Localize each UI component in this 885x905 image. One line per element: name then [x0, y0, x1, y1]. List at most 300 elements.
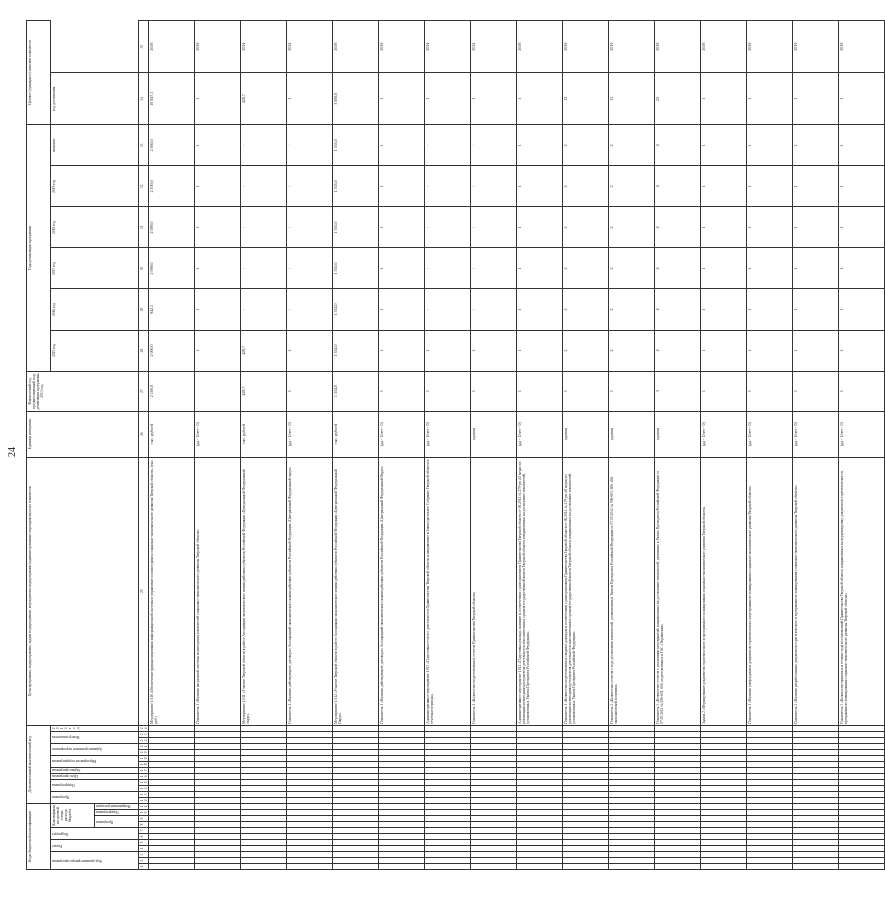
row-value-year: - — [425, 166, 471, 207]
code-cell — [241, 834, 287, 840]
row-value-year: 2 — [609, 125, 655, 166]
row-unit: единиц — [655, 411, 701, 457]
code-cell — [149, 731, 195, 737]
code-cell — [287, 864, 333, 870]
year-2018-header: 2018 год — [51, 207, 139, 248]
row-value-year: - — [471, 125, 517, 166]
program-indicator-table — [26, 20, 885, 870]
code-cell — [609, 797, 655, 803]
code-cell — [655, 834, 701, 840]
code-cell — [241, 797, 287, 803]
code-cell — [425, 725, 471, 731]
code-cell — [333, 761, 379, 767]
row-description: Административное мероприятие 1.013 «Подготовка отчета о деятельности Правительства Тверской области и направление в Законодательное Собрание Тверской области и отчетные периоды» — [425, 457, 471, 725]
table-row — [563, 21, 609, 870]
code-cell — [287, 749, 333, 755]
code-cell — [425, 864, 471, 870]
code-cell — [609, 816, 655, 822]
target-subprogram-header: Подпрограмма — [51, 779, 139, 791]
code-cell — [563, 743, 609, 749]
row-total: 1 — [425, 73, 471, 125]
column-index: 10 — [139, 810, 149, 816]
row-value-2013: 1 — [747, 371, 793, 411]
table-row — [701, 21, 747, 870]
row-final-year: 2019 — [793, 21, 839, 73]
target-goal-header: Цель программы — [51, 773, 139, 779]
row-value-year: - — [425, 248, 471, 289]
row-final-year: 2014 — [471, 21, 517, 73]
code-cell — [149, 803, 195, 809]
code-cell — [747, 816, 793, 822]
code-cell — [333, 785, 379, 791]
row-value-year: 1 — [517, 166, 563, 207]
row-total: 1 — [287, 73, 333, 125]
code-cell — [563, 797, 609, 803]
row-value-year: - — [287, 166, 333, 207]
row-value-year: - — [287, 125, 333, 166]
code-cell — [287, 785, 333, 791]
column-index: 22 — [139, 737, 149, 743]
row-value-year: - — [241, 207, 287, 248]
code-cell — [287, 755, 333, 761]
row-value-year: 1 — [379, 330, 425, 371]
code-cell — [195, 822, 241, 828]
code-cell — [379, 767, 425, 773]
code-cell — [241, 864, 287, 870]
code-cell — [471, 737, 517, 743]
column-index: 6 — [139, 834, 149, 840]
row-final-year: 2019 — [517, 21, 563, 73]
code-cell — [287, 822, 333, 828]
code-cell — [287, 761, 333, 767]
code-cell — [839, 761, 885, 767]
row-final-year: 2019 — [839, 21, 885, 73]
code-cell — [793, 755, 839, 761]
row-value-2013: 428,7 — [241, 371, 287, 411]
code-cell — [839, 749, 885, 755]
code-cell — [839, 725, 885, 731]
code-cell — [793, 779, 839, 785]
code-cell — [471, 779, 517, 785]
code-cell — [149, 725, 195, 731]
row-value-2013: 1 334,0 — [333, 371, 379, 411]
code-cell — [333, 864, 379, 870]
row-value-year: 1 — [425, 330, 471, 371]
table-row — [609, 21, 655, 870]
code-cell — [471, 834, 517, 840]
row-value-year: 1 — [701, 289, 747, 330]
code-cell — [747, 797, 793, 803]
code-cell — [563, 749, 609, 755]
code-cell — [471, 761, 517, 767]
code-cell — [425, 852, 471, 858]
code-cell — [793, 834, 839, 840]
column-index: 35 — [139, 21, 149, 73]
subprogram-code-header: Подпрограмма — [95, 810, 139, 816]
column-index: 21 — [139, 743, 149, 749]
code-cell — [379, 834, 425, 840]
code-cell — [517, 779, 563, 785]
code-cell — [471, 743, 517, 749]
code-cell — [149, 737, 195, 743]
code-cell — [839, 822, 885, 828]
code-cell — [839, 816, 885, 822]
code-cell — [609, 737, 655, 743]
code-cell — [379, 852, 425, 858]
code-cell — [287, 834, 333, 840]
code-cell — [609, 858, 655, 864]
row-total: 1 — [747, 73, 793, 125]
code-cell — [195, 834, 241, 840]
code-cell — [333, 846, 379, 852]
code-cell — [379, 822, 425, 828]
row-value-year: - — [241, 289, 287, 330]
row-unit: тыс. рублей — [149, 411, 195, 457]
code-cell — [701, 840, 747, 846]
code-cell — [471, 791, 517, 797]
row-total: 428,7 — [241, 73, 287, 125]
code-cell — [517, 828, 563, 834]
code-cell — [655, 858, 701, 864]
row-value-year: - — [425, 125, 471, 166]
code-cell — [241, 743, 287, 749]
row-value-year: 1 — [517, 330, 563, 371]
column-index: 9 — [139, 816, 149, 822]
code-cell — [471, 785, 517, 791]
code-cell — [149, 822, 195, 828]
row-unit: единиц — [471, 411, 517, 457]
code-cell — [195, 864, 241, 870]
code-cell — [655, 773, 701, 779]
code-cell — [379, 755, 425, 761]
code-cell — [655, 743, 701, 749]
row-value-2013: 1 — [563, 371, 609, 411]
table-row — [517, 21, 563, 870]
code-cell — [425, 773, 471, 779]
row-unit: (да - 1/нет - 0) — [747, 411, 793, 457]
code-cell — [333, 749, 379, 755]
code-cell — [563, 725, 609, 731]
row-value-year: 1 — [701, 330, 747, 371]
code-cell — [287, 743, 333, 749]
row-unit: (да - 1/нет - 0) — [287, 411, 333, 457]
row-value-year: 1 334,0 — [333, 289, 379, 330]
code-cell — [149, 779, 195, 785]
code-cell — [333, 767, 379, 773]
code-cell — [701, 791, 747, 797]
code-cell — [287, 791, 333, 797]
code-cell — [287, 810, 333, 816]
code-cell — [287, 779, 333, 785]
code-cell — [379, 761, 425, 767]
code-cell — [333, 816, 379, 822]
code-cell — [609, 755, 655, 761]
row-value-year: 4 — [655, 125, 701, 166]
row-value-2013: 1 — [517, 371, 563, 411]
code-cell — [471, 725, 517, 731]
row-value-2013: 2 100,0 — [149, 371, 195, 411]
code-cell — [793, 731, 839, 737]
code-cell — [379, 828, 425, 834]
code-cell — [333, 822, 379, 828]
code-cell — [195, 858, 241, 864]
code-cell — [241, 803, 287, 809]
code-cell — [379, 731, 425, 737]
razdel-header: Раздел — [51, 840, 139, 852]
code-cell — [701, 749, 747, 755]
admin-event-header: Административное мероприятие — [51, 743, 139, 755]
code-cell — [149, 743, 195, 749]
code-cell — [563, 846, 609, 852]
code-cell — [655, 864, 701, 870]
code-cell — [195, 761, 241, 767]
code-cell — [609, 785, 655, 791]
code-cell — [563, 822, 609, 828]
row-value-year: 1 — [839, 330, 885, 371]
row-description: Задача 2 «Формирование документов стратегического и программного планирования социально-экономического развития Тверской области» — [701, 457, 747, 725]
code-cell — [747, 731, 793, 737]
code-cell — [655, 761, 701, 767]
row-value-2013 — [195, 371, 241, 411]
code-cell — [195, 743, 241, 749]
code-cell — [379, 864, 425, 870]
code-cell — [793, 828, 839, 834]
code-cell — [333, 737, 379, 743]
code-cell — [563, 761, 609, 767]
final-value-header: значение — [51, 125, 139, 166]
code-cell — [149, 767, 195, 773]
table-row — [379, 21, 425, 870]
year-2017-header: 2017 год — [51, 248, 139, 289]
code-cell — [517, 785, 563, 791]
row-total: 12 — [563, 73, 609, 125]
code-cell — [609, 767, 655, 773]
code-cell — [241, 822, 287, 828]
row-description: Мероприятие 1.011 «Участие Тверской области в работе Ассоциации экономического взаимодействия субъектов Российской Федерации «Центральный Федеральный округ» — [241, 457, 287, 725]
code-cell — [149, 858, 195, 864]
code-cell — [701, 846, 747, 852]
column-index: 30 — [139, 248, 149, 289]
code-cell — [517, 852, 563, 858]
code-cell — [471, 803, 517, 809]
row-value-year: 1 335,0 — [333, 125, 379, 166]
row-value-year: 2 — [563, 166, 609, 207]
admin-code-header: Код администратора программы — [51, 852, 139, 870]
column-index: 12 — [139, 797, 149, 803]
podrazdel-header: Подраздел — [51, 828, 139, 840]
row-value-year: 2 099,0 — [149, 207, 195, 248]
code-cell — [747, 749, 793, 755]
code-cell — [839, 779, 885, 785]
code-cell — [195, 797, 241, 803]
code-cell — [471, 828, 517, 834]
code-cell — [471, 852, 517, 858]
code-cell — [793, 737, 839, 743]
row-value-2013: 1 — [839, 371, 885, 411]
row-value-year: 2 000,0 — [149, 330, 195, 371]
row-value-year: 1 335,0 — [333, 248, 379, 289]
row-description: Показатель 3 «Количество отчетов о реализации мероприятий, направленных на достижение показателей, указанных в Указах Президента Российской Федерации от 07.05.2012 № 596-601, 606, подготовленных в ГАС «Управление» — [655, 457, 701, 725]
code-cell — [655, 779, 701, 785]
code-cell — [471, 773, 517, 779]
code-cell — [655, 767, 701, 773]
row-value-year: - — [241, 166, 287, 207]
code-cell — [701, 737, 747, 743]
code-cell — [563, 779, 609, 785]
code-cell — [701, 810, 747, 816]
code-cell — [379, 797, 425, 803]
code-cell — [149, 846, 195, 852]
code-cell — [149, 828, 195, 834]
code-cell — [609, 743, 655, 749]
column-index: 4 — [139, 846, 149, 852]
code-cell — [379, 816, 425, 822]
row-value-year: 4 — [655, 248, 701, 289]
row-value-year: 1 — [195, 125, 241, 166]
code-cell — [333, 828, 379, 834]
code-cell — [379, 791, 425, 797]
code-cell — [563, 864, 609, 870]
code-cell — [379, 840, 425, 846]
target-program-header: Программа — [51, 791, 139, 803]
row-value-year: - — [287, 289, 333, 330]
code-cell — [701, 743, 747, 749]
classification-header: Коды бюджетной классификации — [27, 803, 51, 869]
code-cell — [839, 810, 885, 816]
code-cell — [517, 755, 563, 761]
table-row — [241, 21, 287, 870]
row-total: 1 — [195, 73, 241, 125]
row-description: Показатель 2 «Количество отчетов о ходе достижения показателей, установленных Указом Президента Российской Федерации от 07.05.2012 № 596-601, 606 «Об экономической политике» — [609, 457, 655, 725]
row-value-year: 1 — [793, 330, 839, 371]
code-cell — [195, 725, 241, 731]
code-cell — [563, 773, 609, 779]
code-cell — [241, 828, 287, 834]
row-value-year: 1 — [839, 289, 885, 330]
code-cell — [655, 803, 701, 809]
code-cell — [517, 731, 563, 737]
code-cell — [241, 852, 287, 858]
code-cell — [701, 803, 747, 809]
code-cell — [517, 743, 563, 749]
column-index: 28 — [139, 330, 149, 371]
code-cell — [563, 767, 609, 773]
code-cell — [793, 803, 839, 809]
code-cell — [241, 773, 287, 779]
code-cell — [839, 858, 885, 864]
code-cell — [149, 797, 195, 803]
row-total: 22 — [655, 73, 701, 125]
table-row — [471, 21, 517, 870]
code-cell — [563, 834, 609, 840]
row-final-year: 2019 — [563, 21, 609, 73]
code-cell — [241, 791, 287, 797]
code-cell — [701, 797, 747, 803]
code-cell — [563, 810, 609, 816]
row-value-year: 1 — [839, 207, 885, 248]
goals-header: Цели программы, подпрограммы, задачи подпрограммы, мероприятия подпрограммы (административные мероприятия) и их показатели — [27, 457, 139, 725]
code-cell — [563, 803, 609, 809]
code-cell — [333, 803, 379, 809]
code-cell — [195, 749, 241, 755]
code-cell — [793, 725, 839, 731]
row-unit: единиц — [563, 411, 609, 457]
row-unit: (да - 1/нет - 0) — [379, 411, 425, 457]
code-cell — [609, 725, 655, 731]
code-cell — [839, 737, 885, 743]
code-cell — [563, 828, 609, 834]
code-cell — [333, 791, 379, 797]
row-value-year: 1 — [793, 166, 839, 207]
column-index: 2 — [139, 858, 149, 864]
row-value-year: 1 — [379, 248, 425, 289]
row-value-year: 1 — [195, 248, 241, 289]
column-index: 3 — [139, 852, 149, 858]
code-cell — [425, 810, 471, 816]
row-value-year: 2 — [609, 166, 655, 207]
code-cell — [839, 803, 885, 809]
row-unit: тыс. рублей — [333, 411, 379, 457]
code-cell — [563, 791, 609, 797]
code-cell — [793, 840, 839, 846]
code-cell — [149, 761, 195, 767]
row-value-year: 942,1 — [149, 289, 195, 330]
row-description: Показатель 2 «Наличие разработанных документов стратегического и программного планирования социально-экономического развития Тверской области» — [793, 457, 839, 725]
code-cell — [425, 834, 471, 840]
row-value-year: 1 — [747, 248, 793, 289]
code-cell — [195, 731, 241, 737]
code-cell — [747, 791, 793, 797]
column-index: 16 — [139, 773, 149, 779]
code-cell — [609, 846, 655, 852]
row-value-year: 1 — [195, 207, 241, 248]
column-index: 25 — [139, 457, 149, 725]
row-value-year: 1 — [379, 207, 425, 248]
code-cell — [471, 858, 517, 864]
table-row — [839, 21, 885, 870]
code-cell — [195, 791, 241, 797]
code-cell — [793, 822, 839, 828]
table-row — [333, 21, 379, 870]
table-row — [793, 21, 839, 870]
code-cell — [655, 731, 701, 737]
code-cell — [655, 725, 701, 731]
table-row — [149, 21, 195, 870]
code-cell — [149, 852, 195, 858]
code-cell — [747, 858, 793, 864]
code-cell — [425, 797, 471, 803]
code-cell — [333, 810, 379, 816]
row-value-year: 1 — [195, 330, 241, 371]
table-row — [747, 21, 793, 870]
code-cell — [839, 828, 885, 834]
row-total: 1 — [379, 73, 425, 125]
unit-header: Единица измерения — [27, 411, 139, 457]
final-year-header: год достижения — [51, 73, 139, 125]
code-cell — [793, 858, 839, 864]
row-value-2013: 1 — [425, 371, 471, 411]
code-cell — [241, 737, 287, 743]
code-cell — [379, 743, 425, 749]
column-index: 34 — [139, 73, 149, 125]
row-value-year: 2 — [609, 248, 655, 289]
row-value-2013: 1 — [701, 371, 747, 411]
column-index: 26 — [139, 411, 149, 457]
code-cell — [379, 749, 425, 755]
code-cell — [517, 846, 563, 852]
code-cell — [287, 816, 333, 822]
code-cell — [241, 840, 287, 846]
